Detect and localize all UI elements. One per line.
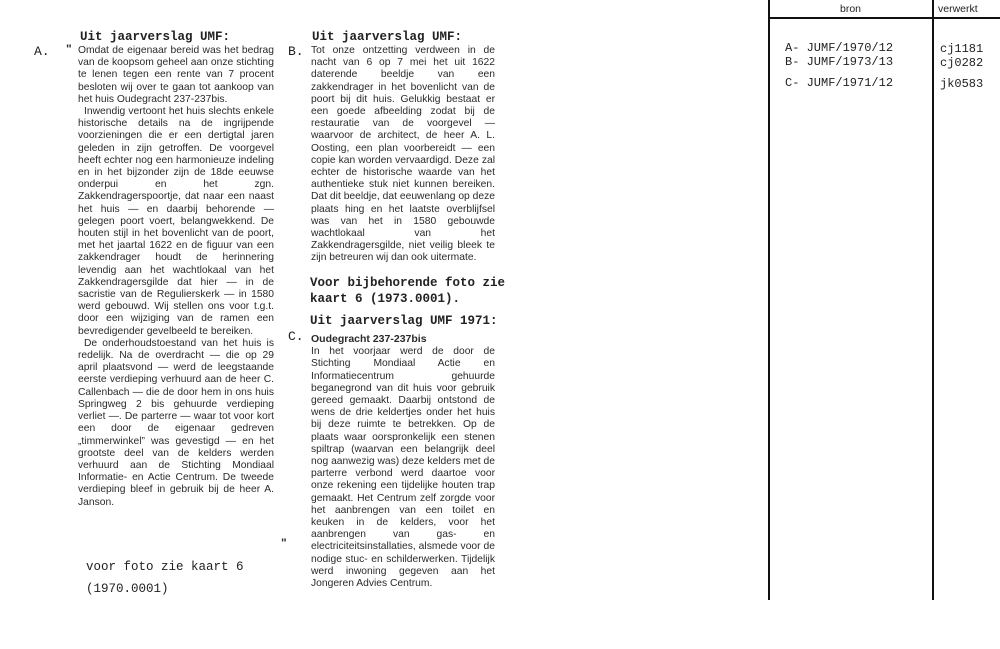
photo-note-b-line-1: Voor bijbehorende foto zie — [310, 276, 506, 290]
section-c-subheading: Oudegracht 237-237bis — [311, 333, 427, 345]
open-quote-mark: " — [66, 42, 72, 56]
section-b-marker: B. — [288, 44, 304, 59]
section-a-marker: A. — [34, 44, 50, 59]
table-header-rule — [768, 17, 1000, 19]
section-c-paragraph: In het voorjaar werd de door de Stichting Mondiaal Actie en Informatiecentrum gehuurde beganegrond van dit huis voor gebruik gereed gemaakt. Daarbij ontstond de wens de drie keldertjes onder het huis bij deze ruimte te betrekken. Op de plaats waar oorspronkelijk een stenen spiltrap (waarvan een belangrijk deel nog aanwezig was) deze kelders met de parterre verbond werd daartoe voor onze rekening een tijdelijke houten trap gemaakt. Het Centrum zelf zorgde voor het aanbrengen van een toilet en keuken in de kelders, voor het aanbrengen van gas- en electriciteitsinstallaties, alsmede voor de nodige stuc- en schilderwerken. Tijdelijk werd inwoning gegeven aan het Jongeren Advies Centrum. — [311, 346, 495, 590]
table-row-b-bron: B- JUMF/1973/13 — [785, 55, 894, 69]
section-a-paragraph-2: Inwendig vertoont het huis slechts enkele historische details na de ingrijpende voorzieningen die er een dertigtal jaren geleden in zijn getroffen. De voorgevel heeft echter nog een harmonieuze indeling en in het bijzonder zijn de 18de eeuwse onderpui en het zgn. Zakkendragerspoortje, dat naar een naast het huis — en daarbij behorende — gelegen poort voert, belangwekkend. De houten stijl in het bovenlicht van de poort, met het jaartal 1622 en de figuur van een zakkendrager houdt de herinnering levendig aan het wachtlokaal van het Zakkendragersgilde dat hier — in de sacristie van de Regulierskerk — in 1580 werd gebouwd. Wij stellen ons voor t.g.t. door een wijziging van de ramen een bevredigender gevelbeeld te bereiken. — [78, 106, 274, 337]
section-a-heading: Uit jaarverslag UMF: — [80, 30, 231, 44]
photo-note-a-line-2: (1970.0001) — [86, 582, 169, 596]
close-quote-mark: " — [281, 536, 287, 550]
table-header-verwerkt: verwerkt — [938, 3, 978, 15]
section-a-paragraph-3: De onderhoudstoestand van het huis is redelijk. Na de overdracht — die op 29 april plaatsvond — werd de leegstaande eerste verdieping verhuurd aan de heer C. Callenbach — die de door hem in ons huis Springweg 2 bis gehuurde verdieping verliet —. De parterre — waar tot voor kort een door de eigenaar gedreven „timmerwinkel” was gevestigd — en het grootste deel van de kelders werden verhuurd aan de Stichting Mondiaal Informatie- en Actie Centrum. De tweede verdieping bleef in gebruik bij de heer A. Janson. — [78, 337, 274, 508]
table-left-border — [768, 0, 770, 600]
section-c-text — [311, 333, 495, 590]
table-row-a-verwerkt: cj1181 — [940, 42, 984, 56]
table-column-divider — [932, 0, 934, 600]
section-b-heading: Uit jaarverslag UMF: — [312, 30, 463, 44]
section-a-paragraph-1: Omdat de eigenaar bereid was het bedrag van de koopsom geheel aan onze stichting te lenen tegen een rente van 7 procent besloten wij over te gaan tot aankoop van het huis Oudegracht 237-237bis. — [78, 45, 274, 105]
table-row-a-bron: A- JUMF/1970/12 — [785, 41, 894, 55]
table-row-c-verwerkt: jk0583 — [940, 77, 984, 91]
section-a-text — [78, 45, 274, 509]
table-row-c-bron: C- JUMF/1971/12 — [785, 76, 894, 90]
section-c-heading: Uit jaarverslag UMF 1971: — [310, 314, 498, 328]
section-c-marker: C. — [288, 329, 304, 344]
section-b-text: Tot onze ontzetting verdween in de nacht van 6 op 7 mei het uit 1622 daterende beeldje van een zakkendrager in het bovenlicht van de poort bij dit huis. Gelukkig bestaat er een goede afbeelding zodat bij de restauratie van de voorgevel — waarvoor de architect, de heer A. L. Oosting, een plan voorbereidt — een copie kan worden vervaardigd. Deze zal echter de historische waarde van het authentieke stuk niet kunnen bereiken. Dat dit beeldje, dat eeuwenlang op deze plaats hing en het laatste overblijfsel was van het in 1580 gebouwde wachtlokaal van het Zakkendragersgilde, niet veilig bleek te zijn betreuren wij dan ook uitermate. — [311, 45, 495, 264]
photo-note-b-line-2: kaart 6 (1973.0001). — [310, 292, 461, 306]
table-header-bron: bron — [840, 3, 862, 15]
table-row-b-verwerkt: cj0282 — [940, 56, 984, 70]
photo-note-a-line-1: voor foto zie kaart 6 — [86, 560, 244, 574]
